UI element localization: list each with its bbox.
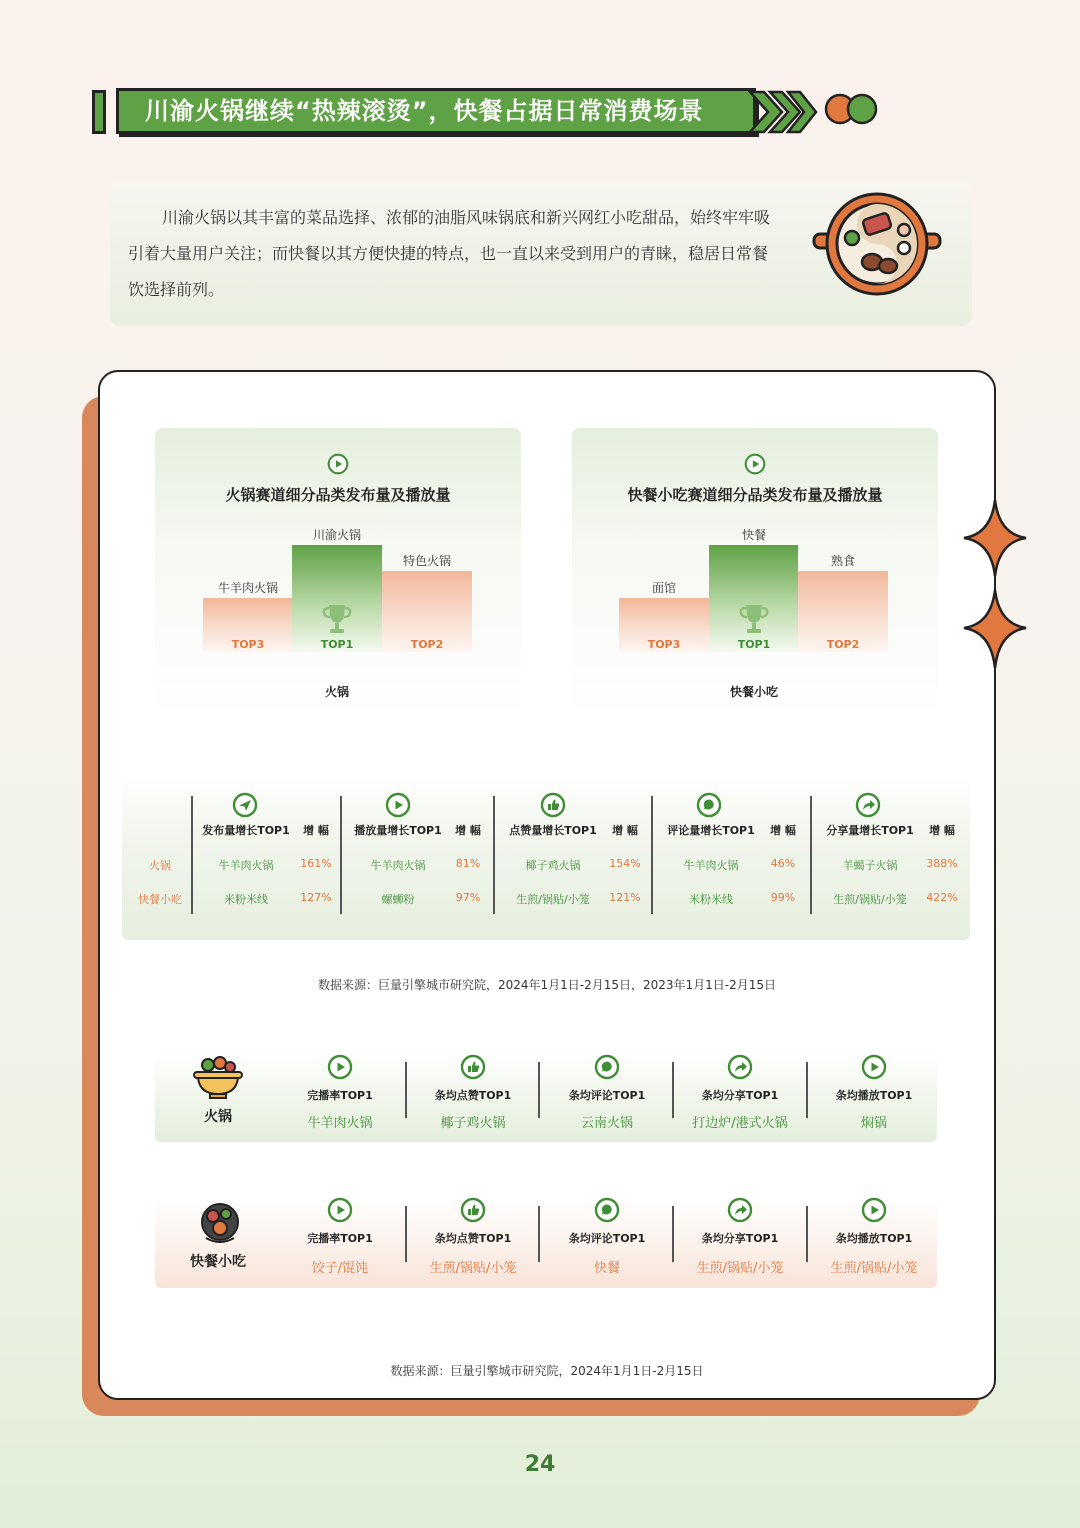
table-cell: 81% [455,857,481,870]
group-header: 评论量增长TOP1 [667,824,755,837]
strip-item-value: 打边炉/港式火锅 [692,1116,788,1131]
growth-header: 增 幅 [770,824,796,837]
strip-item-header: 条均点赞TOP1 [434,1232,512,1245]
table-divider [340,796,342,914]
strip-item-value: 牛羊肉火锅 [307,1116,373,1131]
play-icon [861,1197,887,1223]
bar-label: 牛羊肉火锅 [217,581,278,595]
table-cell: 螺蛳粉 [381,893,415,906]
share-icon [727,1197,753,1223]
chart-title: 快餐小吃赛道细分品类发布量及播放量 [627,486,883,504]
play-icon [744,453,766,475]
intro-text: 川渝火锅以其丰富的菜品选择、浓郁的油脂风味锅底和新兴网红小吃甜品，始终牢牢吸引着大量用户关注；而快餐以其方便快捷的特点，也一直以来受到用户的青睐，稳居日常餐饮选择前列。 [128,208,771,299]
trophy-icon [322,602,352,636]
strip-name: 火锅 [204,1109,232,1125]
rank-label: TOP3 [647,638,681,651]
group-header: 发布量增长TOP1 [202,824,290,837]
page-number: 24 [524,1452,556,1477]
strip-item-header: 条均分享TOP1 [701,1089,779,1102]
group-header: 分享量增长TOP1 [826,824,914,837]
row-label-fastfood: 快餐小吃 [138,893,182,906]
strip-item-header: 条均分享TOP1 [701,1232,779,1245]
strip-item-value: 生煎/锅贴/小笼 [830,1261,918,1276]
x-axis-label: 火锅 [324,685,349,699]
strip-item-value: 生煎/锅贴/小笼 [429,1261,517,1276]
table-cell: 99% [770,891,796,904]
strip-item-header: 条均评论TOP1 [568,1089,646,1102]
strip-item-header: 条均播放TOP1 [835,1232,913,1245]
comment-icon [594,1054,620,1080]
play-icon [327,453,349,475]
strip-item-value: 焖锅 [860,1116,887,1131]
table-divider [191,796,193,914]
x-axis-label: 快餐小吃 [729,685,778,699]
strip-item-value: 生煎/锅贴/小笼 [696,1261,784,1276]
bar-label: 快餐 [741,528,766,542]
group-header: 播放量增长TOP1 [354,824,442,837]
title-dots-decoration [822,92,882,126]
strip-item-value: 快餐 [593,1261,620,1276]
table-cell: 米粉米线 [689,893,733,906]
growth-header: 增 幅 [303,824,329,837]
thumbs-up-icon [460,1197,486,1223]
strip-item-value: 云南火锅 [580,1116,633,1131]
bar-label: 特色火锅 [402,554,451,568]
strip-item-value: 椰子鸡火锅 [440,1116,506,1131]
table-cell: 羊蝎子火锅 [842,859,898,872]
comment-icon [594,1197,620,1223]
growth-header: 增 幅 [455,824,481,837]
rank-label: TOP1 [320,638,354,651]
table-cell: 椰子鸡火锅 [525,859,581,872]
table-cell: 牛羊肉火锅 [370,859,426,872]
thumbs-up-icon [540,792,566,818]
play-icon [327,1054,353,1080]
table-divider [810,796,812,914]
strip-item-header: 完播率TOP1 [307,1089,373,1102]
sparkle-decoration [962,498,1028,678]
table-cell: 154% [609,857,641,870]
strip-item-header: 条均点赞TOP1 [434,1089,512,1102]
bar-label: 面馆 [651,581,676,595]
table-cell: 121% [609,891,641,904]
table-divider [651,796,653,914]
strip-item-header: 条均播放TOP1 [835,1089,913,1102]
rank-label: TOP2 [826,638,860,651]
trophy-icon [739,602,769,636]
data-source-note: 数据来源：巨量引擎城市研究院，2024年1月1日-2月15日 [390,1364,704,1378]
hotpot-bowl-icon [192,1056,244,1100]
table-cell: 牛羊肉火锅 [683,859,739,872]
share-icon [855,792,881,818]
comment-icon [696,792,722,818]
table-divider [493,796,495,914]
hotpot-icon [812,190,942,302]
growth-header: 增 幅 [612,824,638,837]
table-cell: 生煎/锅贴/小笼 [516,893,590,906]
data-source-note: 数据来源：巨量引擎城市研究院，2024年1月1日-2月15日，2023年1月1日-2月15日 [317,978,777,992]
table-cell: 生煎/锅贴/小笼 [833,893,907,906]
table-cell: 米粉米线 [224,893,268,906]
thumbs-up-icon [460,1054,486,1080]
share-icon [727,1054,753,1080]
rank-label: TOP2 [410,638,444,651]
table-cell: 161% [300,857,332,870]
strip-item-header: 条均评论TOP1 [568,1232,646,1245]
rank-label: TOP1 [737,638,771,651]
rank-label: TOP3 [231,638,265,651]
table-cell: 127% [300,891,332,904]
table-cell: 422% [926,891,958,904]
table-cell: 388% [926,857,958,870]
growth-header: 增 幅 [929,824,955,837]
page-title: 川渝火锅继续“热辣滚烫”，快餐占据日常消费场景 [116,88,756,134]
fastfood-icon [196,1198,244,1246]
play-icon [327,1197,353,1223]
play-icon [861,1054,887,1080]
bar-label: 川渝火锅 [312,528,361,542]
send-icon [232,792,258,818]
strip-item-header: 完播率TOP1 [307,1232,373,1245]
table-cell: 牛羊肉火锅 [218,859,274,872]
strip-name: 快餐小吃 [190,1254,246,1270]
play-icon [385,792,411,818]
chart-title: 火锅赛道细分品类发布量及播放量 [225,486,451,504]
title-stripes-decoration [748,90,818,134]
group-header: 点赞量增长TOP1 [509,824,597,837]
title-accent-block [92,90,106,134]
table-cell: 97% [455,891,481,904]
bar-label: 熟食 [830,554,855,568]
strip-item-value: 饺子/馄饨 [311,1261,369,1276]
row-label-hotpot: 火锅 [149,859,171,872]
table-cell: 46% [770,857,796,870]
